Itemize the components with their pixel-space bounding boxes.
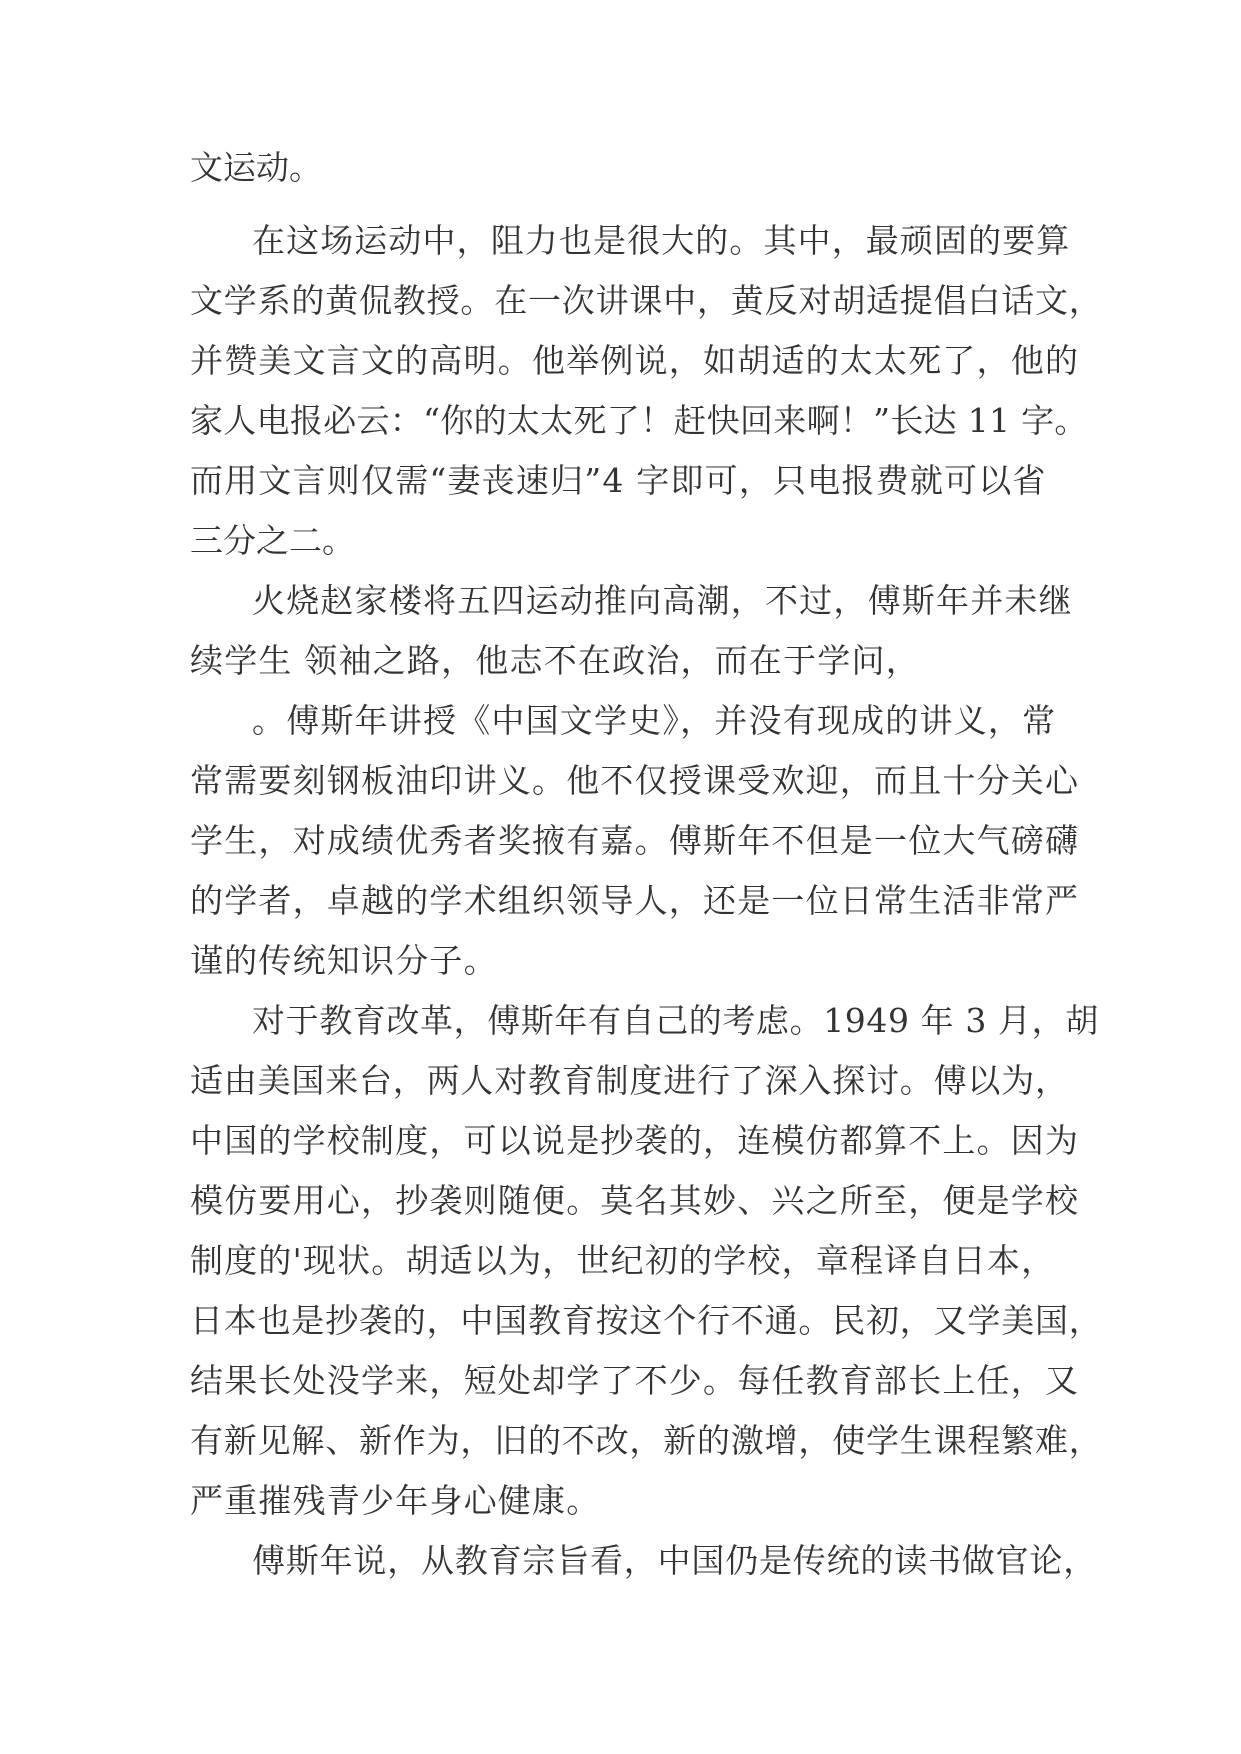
text-line: 三分之二。 (190, 521, 355, 560)
text-line: 傅斯年说，从教育宗旨看，中国仍是传统的读书做官论， (252, 1541, 1097, 1580)
text-line: 制度的'现状。胡适以为，世纪初的学校，章程译自日本， (190, 1241, 1056, 1280)
text-line: 常需要刻钢板油印讲义。他不仅授课受欢迎，而且十分关心 (190, 761, 1080, 800)
text-line: 模仿要用心，抄袭则随便。莫名其妙、兴之所至，便是学校 (190, 1181, 1080, 1220)
text-line: 而用文言则仅需“妻丧速归”4 字即可，只电报费就可以省 (190, 461, 1047, 500)
text-line: 中国的学校制度，可以说是抄袭的，连模仿都算不上。因为 (190, 1121, 1080, 1160)
text-line: 文学系的黄侃教授。在一次讲课中，黄反对胡适提倡白话文， (190, 281, 1103, 320)
text-line: 并赞美文言文的高明。他举例说，如胡适的太太死了，他的 (190, 341, 1080, 380)
text-line: 对于教育改革，傅斯年有自己的考虑。1949 年 3 月，胡 (252, 1001, 1099, 1040)
text-line: 日本也是抄袭的，中国教育按这个行不通。民初，又学美国， (190, 1301, 1103, 1340)
text-line: 续学生 领袖之路，他志不在政治，而在于学问， (190, 641, 920, 680)
text-line: 严重摧残青少年身心健康。 (190, 1481, 601, 1520)
text-line: 文运动。 (190, 148, 322, 187)
text-line: 在这场运动中，阻力也是很大的。其中，最顽固的要算 (252, 221, 1071, 260)
text-line: 谨的传统知识分子。 (190, 941, 498, 980)
text-line: 结果长处没学来，短处却学了不少。每任教育部长上任，又 (190, 1361, 1080, 1400)
text-line: 有新见解、新作为，旧的不改，新的激增，使学生课程繁难， (190, 1421, 1103, 1460)
text-line: 火烧赵家楼将五四运动推向高潮，不过，傅斯年并未继 (252, 581, 1073, 620)
text-line: 适由美国来台，两人对教育制度进行了深入探讨。傅以为， (190, 1061, 1069, 1100)
text-line: 学生，对成绩优秀者奖掖有嘉。傅斯年不但是一位大气磅礴 (190, 821, 1080, 860)
text-line: 家人电报必云：“你的太太死了！赶快回来啊！”长达 11 字。 (190, 401, 1088, 440)
text-line: 的学者，卓越的学术组织领导人，还是一位日常生活非常严 (190, 881, 1080, 920)
text-line: 。傅斯年讲授《中国文学史》，并没有现成的讲义，常 (252, 701, 1057, 740)
